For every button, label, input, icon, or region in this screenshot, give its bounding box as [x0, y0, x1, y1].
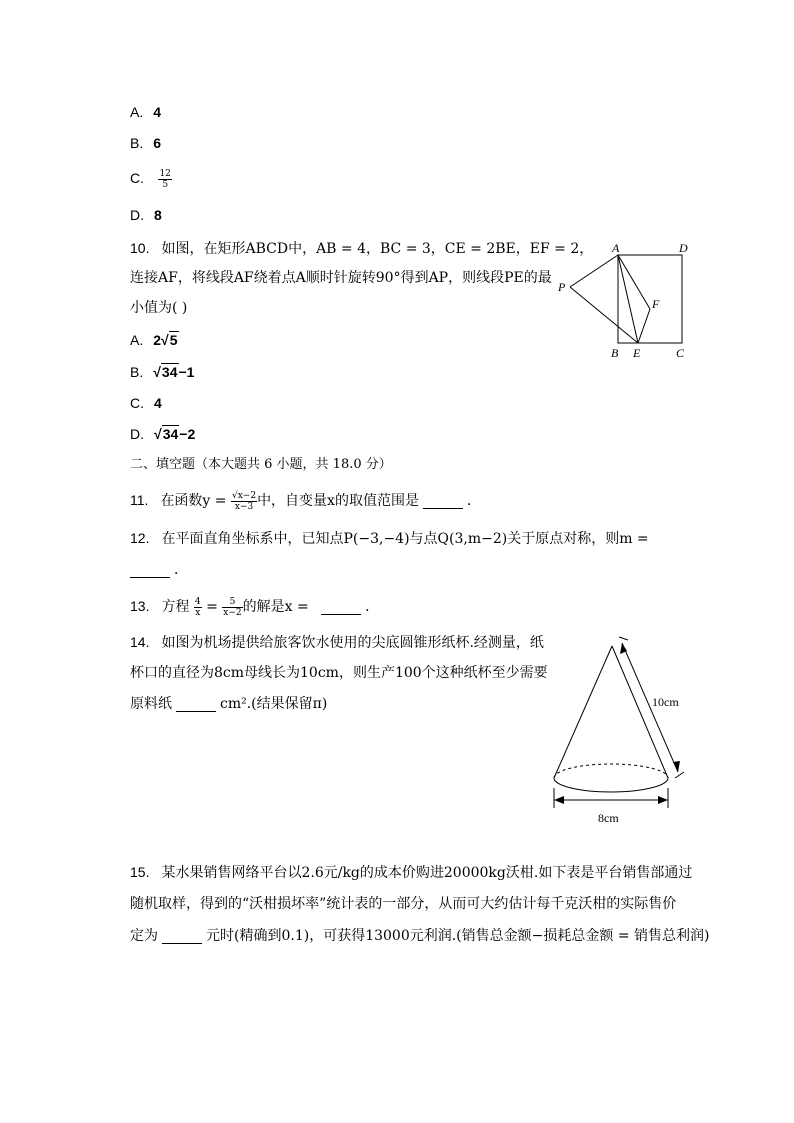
fraction-4-x: $\frac{4}{x}$	[194, 596, 201, 618]
slant-dim-tick-top	[619, 637, 628, 640]
diameter-arrow-right	[658, 796, 668, 804]
diameter-arrow-left	[554, 796, 564, 804]
q10-line3: 小值为( )	[130, 300, 188, 316]
q9-option-d: D. 8	[130, 207, 162, 223]
q10-option-d: D. √34−2	[130, 426, 196, 442]
segment-af	[618, 255, 650, 309]
q14-answer-blank[interactable]	[176, 697, 216, 712]
q11: 11. 在函数y = $\frac{√x-2}{x-3}$ 中，自变量x的取值范围是 ．	[130, 490, 481, 512]
section-heading: 二、填空题（本大题共 6 小题，共 18.0 分）	[130, 457, 392, 472]
q13-answer-blank[interactable]	[321, 600, 361, 615]
label-c: C	[676, 346, 685, 360]
cone-left-edge	[554, 646, 612, 778]
q12-line2: ．	[130, 560, 188, 580]
q14-line3: 原料纸 cm².(结果保留π)	[130, 696, 328, 712]
segment-ae	[618, 255, 638, 343]
q15-line2: 随机取样，得到的“沃柑损坏率”统计表的一部分，从而可大约估计每千克沃柑的实际售价	[130, 896, 677, 912]
q9-option-b: B. 6	[130, 135, 162, 151]
q10-line1: 10. 如图，在矩形ABCD中，AB = 4，BC = 3，CE = 2BE，EF = 2，	[130, 240, 594, 257]
cone-rim-front	[554, 778, 668, 792]
label-p: P	[558, 280, 566, 294]
segment-ap	[570, 255, 618, 287]
q12-answer-blank[interactable]	[130, 563, 170, 578]
cone-rim-back	[554, 764, 668, 778]
q10-line2: 连接AF，将线段AF绕着点A顺时针旋转90°得到AP，则线段PE的最	[130, 270, 552, 286]
q10-option-c: C. 4	[130, 395, 162, 411]
q10-option-a: A. 2√5	[130, 332, 178, 348]
q11-answer-blank[interactable]	[423, 494, 463, 509]
q10-option-b: B. √34−1	[130, 364, 195, 380]
segment-ef	[638, 309, 650, 343]
q12-line1: 12. 在平面直角坐标系中，已知点P(−3,−4)与点Q(3,m−2)关于原点对称，则m =	[130, 530, 649, 547]
q9-option-c: C. $\frac{12}{5}$	[130, 168, 171, 190]
fraction-12-5: $\frac{12}{5}$	[159, 168, 171, 190]
slant-arrow-bottom	[673, 761, 680, 772]
q15-line3: 定为 元时(精确到0.1)，可获得13000元利润.(销售总金额−损耗总金额 = 销售总利润)	[130, 928, 710, 944]
slant-dim-tick-bottom	[675, 772, 684, 778]
q9-option-a: A. 4	[130, 104, 162, 120]
rectangle-figure	[552, 238, 702, 364]
fraction-5-x-2: $\frac{5}{x-2}$	[223, 596, 242, 618]
diameter-label: 8cm	[598, 811, 619, 825]
fraction-q11: $\frac{√x-2}{x-3}$	[231, 490, 257, 512]
cone-right-edge	[612, 646, 668, 778]
label-a: A	[612, 241, 620, 255]
segment-pe	[570, 287, 638, 343]
label-b: B	[611, 346, 619, 360]
cone-figure	[540, 630, 700, 830]
label-f: F	[652, 297, 660, 311]
q15-line1: 15. 某水果销售网络平台以2.6元/kg的成本价购进20000kg沃柑.如下表是平台销售部通过	[130, 864, 693, 881]
q15-answer-blank[interactable]	[162, 929, 202, 944]
q13: 13. 方程 $\frac{4}{x}$ = $\frac{5}{x-2}$ 的解是x = ．	[130, 596, 380, 618]
q14-line2: 杯口的直径为8cm母线长为10cm，则生产100个这种纸杯至少需要	[130, 665, 548, 681]
label-e: E	[633, 346, 641, 360]
slant-length-label: 10cm	[652, 695, 679, 709]
label-d: D	[679, 241, 688, 255]
q14-line1: 14. 如图为机场提供给旅客饮水使用的尖底圆锥形纸杯.经测量，纸	[130, 634, 544, 651]
